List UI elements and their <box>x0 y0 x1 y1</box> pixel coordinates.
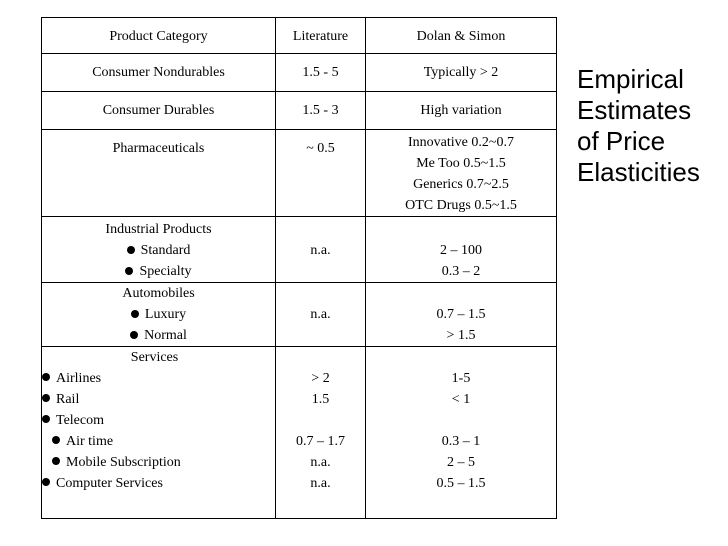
list-item: Mobile Subscription <box>42 452 275 473</box>
literature-cell: ~ 0.5 <box>276 130 366 217</box>
bullet-icon <box>42 415 50 423</box>
ds-line: Generics 0.7~2.5 <box>413 177 509 192</box>
ds-line: 2 – 100 <box>440 243 482 258</box>
dolan-simon-cell <box>366 283 557 347</box>
sub-item: Luxury <box>42 304 275 325</box>
value-line: 1.5 <box>311 392 330 407</box>
literature-cell: 1.5 - 3 <box>276 92 366 130</box>
bullet-icon <box>127 246 135 254</box>
value-line: n.a. <box>310 455 331 470</box>
value-line: > 2 <box>311 371 330 386</box>
ds-line: Innovative 0.2~0.7 <box>408 135 514 150</box>
sub-item: Specialty <box>42 261 275 282</box>
list-item: Air time <box>42 431 275 452</box>
category-cell <box>42 283 276 347</box>
header-literature: Literature <box>276 18 366 54</box>
table-row <box>42 347 557 519</box>
category-cell: Consumer Durables <box>42 92 276 130</box>
category-cell <box>42 217 276 283</box>
dolan-simon-cell: High variation <box>366 92 557 130</box>
list-item: Computer Services <box>42 473 275 494</box>
slide-title <box>577 64 727 188</box>
ds-line: 0.7 – 1.5 <box>436 307 486 322</box>
category-cell <box>42 347 276 519</box>
literature-cell: n.a. <box>276 283 366 347</box>
value-line: 0.7 – 1.7 <box>296 434 345 449</box>
table-row <box>42 92 557 130</box>
value-line: n.a. <box>310 476 331 491</box>
elasticity-table <box>41 17 557 519</box>
table-row <box>42 217 557 283</box>
bullet-icon <box>42 394 50 402</box>
list-item: Airlines <box>42 368 275 389</box>
bullet-icon <box>125 267 133 275</box>
header-product-category: Product Category <box>42 18 276 54</box>
list-item: Rail <box>42 389 275 410</box>
ds-line: Me Too 0.5~1.5 <box>416 156 506 171</box>
bullet-icon <box>42 478 50 486</box>
bullet-icon <box>130 331 138 339</box>
table-row <box>42 283 557 347</box>
value-line <box>276 410 365 431</box>
table-row <box>42 54 557 92</box>
category-label: Services <box>130 350 179 365</box>
bullet-icon <box>131 310 139 318</box>
table-header-row <box>42 18 557 54</box>
category-cell: Consumer Nondurables <box>42 54 276 92</box>
literature-cell: n.a. <box>276 217 366 283</box>
literature-cell <box>276 347 366 519</box>
sub-item: Standard <box>42 240 275 261</box>
ds-line: 0.3 – 2 <box>441 264 481 279</box>
dolan-simon-cell <box>366 130 557 217</box>
title-line: of Price <box>577 126 666 156</box>
ds-line: > 1.5 <box>446 328 476 343</box>
header-dolan-simon: Dolan & Simon <box>366 18 557 54</box>
literature-cell: 1.5 - 5 <box>276 54 366 92</box>
dolan-simon-cell <box>366 347 557 519</box>
bullet-icon <box>52 457 60 465</box>
bullet-icon <box>52 436 60 444</box>
bullet-icon <box>42 373 50 381</box>
category-label: Automobiles <box>122 286 195 301</box>
value-line: 0.5 – 1.5 <box>436 476 486 491</box>
category-cell: Pharmaceuticals <box>42 130 276 217</box>
dolan-simon-cell: Typically > 2 <box>366 54 557 92</box>
dolan-simon-cell <box>366 217 557 283</box>
title-line: Empirical <box>577 64 684 94</box>
sub-item: Normal <box>42 325 275 346</box>
value-line: 1-5 <box>451 371 471 386</box>
value-line: < 1 <box>451 392 471 407</box>
list-item: Telecom <box>42 410 275 431</box>
title-line: Estimates <box>577 95 692 125</box>
table-row <box>42 130 557 217</box>
ds-line: OTC Drugs 0.5~1.5 <box>405 198 517 213</box>
title-line: Elasticities <box>577 157 700 187</box>
value-line: 0.3 – 1 <box>441 434 481 449</box>
value-line: 2 – 5 <box>447 455 475 470</box>
value-line <box>366 410 556 431</box>
category-label: Industrial Products <box>105 222 212 237</box>
